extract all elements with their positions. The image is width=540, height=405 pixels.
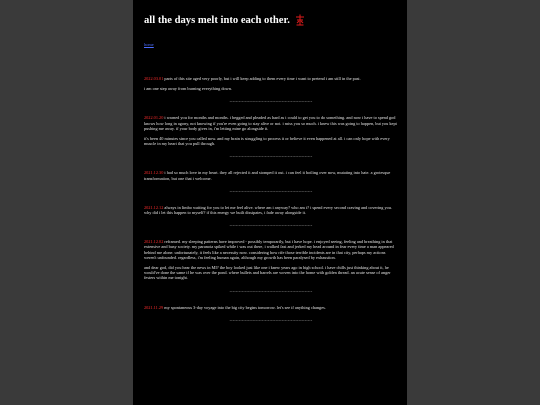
- kanji-glyph-icon: [295, 14, 305, 26]
- entry-paragraph: 2021.12.30 i had so much love in my heart. they all rejected it and stomped it out. i can feel it boiling over now, mutating into hate. a grotesque transformation, but one that i welcome.: [144, 170, 391, 181]
- entry-separator: ------------------------------------------------------: [229, 99, 313, 105]
- journal-entry: [144, 205, 398, 215]
- entry-date: 2022.01.20: [144, 115, 164, 121]
- entry-paragraph: and dear god, did you hear the news in MI? the boy looked just like one i knew years ago in high school. i have chills just thinking about it, he would've done the same if he was over the pond. where bullets and barrels are woven into the home with golden thread. an acute sense of anger festers within me tonight.: [144, 265, 391, 281]
- entry-date: 2021.12.12: [144, 204, 164, 210]
- blog-page: [133, 0, 407, 405]
- entries-list: [144, 76, 398, 323]
- entry-paragraph: 2021.12.12 always in limbo waiting for you to let me feel alive. where am i anyway? who am i? i spend every second craving and covering you. why did i let this happen to myself? if this energy we built dissipates, i fade away alongside it.: [144, 204, 392, 216]
- entry-paragraph: 2022.03.01 parts of this site aged very poorly, but i will keep adding to them every time i want to pretend i am still in the past.: [144, 76, 361, 81]
- entry-date: 2021.12.30: [144, 170, 164, 176]
- journal-entry: [144, 76, 398, 91]
- home-link[interactable]: home: [144, 42, 154, 47]
- journal-entry: [144, 239, 398, 280]
- entry-paragraph: i am one step away from burning everything down.: [144, 86, 232, 92]
- entry-paragraph: 2021.12.02 reframed. my sleeping patterns have improved - possibly temporarily, but i have hope. i enjoyed seeing, feeling and breathing in that extensive and busy society. my paranoia spiked while i was out there, i walked fast and jerked my head around in fear every time a man appeared behind me alone. unfortunately, it feels like a necessity now. considering how rife those terrible incidents are in that city, perhaps my actions weren't unfounded. regardless, i'm feeling human again, although my growth has been paralysed by exhaustion.: [144, 239, 394, 260]
- header: [144, 10, 398, 30]
- entry-date: 2021.11.29: [144, 304, 164, 310]
- entry-separator: ------------------------------------------------------: [229, 288, 313, 294]
- journal-entry: [144, 305, 398, 310]
- page-title: all the days melt into each other.: [144, 14, 290, 26]
- entry-separator: ------------------------------------------------------: [229, 223, 313, 229]
- entry-paragraph: 2021.11.29 my spontaneous 3-day voyage into the big city begins tomorrow. let's see if anything changes.: [144, 304, 326, 310]
- entry-paragraph: 2022.01.20 i warned you for months and months. i begged and pleaded as hard as i could to get you to do something. and now i have to spend god knows how long in agony, not knowing if you're even going to stay alive or not. i miss you so much. i knew this was going to happen, but you kept pushing me away. if your body gives in, i'm letting mine go alongside it.: [144, 115, 397, 131]
- entry-date: 2021.12.02: [144, 239, 164, 245]
- entry-separator: ------------------------------------------------------: [229, 317, 313, 323]
- entry-separator: ------------------------------------------------------: [229, 154, 313, 160]
- journal-entry: [144, 170, 398, 180]
- journal-entry: [144, 115, 398, 146]
- entry-paragraph: it's been 40 minutes since you called now. and my brain is struggling to process it or believe it even happened at all. i can only hope with every muscle in my heart that you pull through.: [144, 136, 390, 147]
- entry-separator: ------------------------------------------------------: [229, 188, 313, 194]
- entry-date: 2022.03.01: [144, 76, 164, 81]
